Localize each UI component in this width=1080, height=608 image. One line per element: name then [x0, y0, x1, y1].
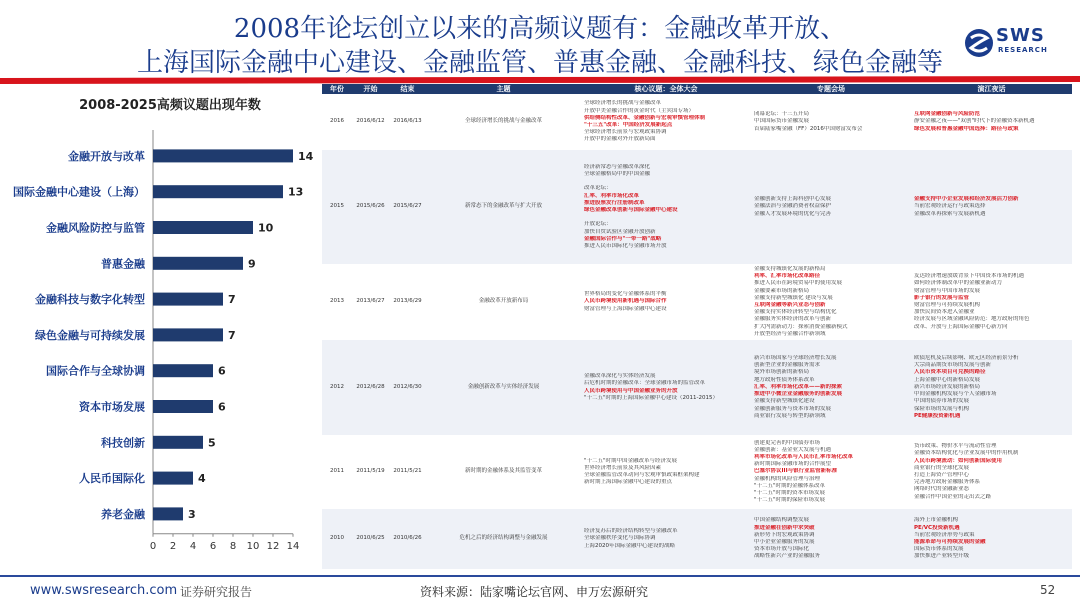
agenda-item: 金融支持新型城镇化 建设与发展 [754, 294, 833, 301]
agenda-item: 静安金融之夜——"双创"时代下的金融资本新机遇 [914, 118, 1035, 125]
agenda-item: 加快推进产业转型升级 [914, 553, 970, 560]
data-label: 5 [208, 436, 216, 450]
night-talk-cell [911, 509, 1072, 569]
agenda-item: 商业银行发展与转型的新领域 [754, 412, 826, 419]
agenda-item: "十二五"时期中国金融改革与经济发展 [584, 457, 678, 464]
bar [153, 257, 243, 270]
page-title-line-1: 2008年论坛创立以来的高频议题有：金融改革开放、 [233, 14, 847, 44]
agenda-item: 战略性新兴产业的金融服务 [754, 553, 821, 560]
night-talk-cell [911, 264, 1072, 340]
year-cell: 2012 [322, 340, 352, 435]
chart-title: 2008-2025高频议题出现年数 [79, 98, 261, 113]
bar [153, 436, 203, 449]
category-label: 绿色金融与可持续发展 [35, 328, 145, 342]
table-header-cell: 年份 [322, 84, 352, 94]
data-label: 3 [188, 507, 196, 521]
agenda-item: 金融创新服务与资本市场的发展 [754, 405, 832, 412]
agenda-item: PE健康投资新机遇 [914, 412, 961, 419]
agenda-item: PE/VC投资新机遇 [914, 524, 960, 531]
agenda-item: 中国的债券市场的发展 [914, 398, 970, 405]
plenary-cell [581, 340, 751, 435]
category-label: 国际金融中心建设（上海） [13, 185, 145, 199]
agenda-item: 加快民间资本进入金融业 [914, 309, 975, 316]
agenda-item: 利率、汇率市场化改革路径 [754, 273, 821, 280]
agenda-item: 人民币跨境使用与中国金融业务的开放 [584, 387, 678, 394]
bar [153, 149, 293, 162]
agenda-item [584, 178, 748, 185]
agenda-item: 海外上市金融机构 [914, 517, 959, 524]
table-header-cell: 结束 [389, 84, 426, 94]
x-tick-label: 14 [286, 540, 300, 552]
agenda-item: 金融国际合作与"一带一路"战略 [584, 235, 662, 242]
data-label: 7 [228, 328, 236, 342]
table-header-cell: 主题 [426, 84, 581, 94]
x-tick-label: 4 [189, 540, 197, 552]
agenda-item: 上海金融中心的新格局发展 [914, 376, 981, 383]
night-talk-cell [911, 340, 1072, 435]
header-divider [0, 76, 1080, 84]
start-date-cell: 2016/6/12 [352, 94, 389, 150]
start-date-cell: 2015/6/26 [352, 150, 389, 264]
category-label: 普惠金融 [101, 257, 145, 271]
agenda-item: 推进金融在创新中求突破 [754, 524, 815, 531]
agenda-item: 财富管理与可持续发展机构 [914, 302, 981, 308]
category-label: 国际合作与全球协调 [46, 364, 145, 378]
session-cell [751, 150, 911, 264]
agenda-item: 人民币跨境流动：如何创新国际使用 [914, 457, 1003, 464]
session-cell [751, 509, 911, 569]
agenda-item: 财富管理与上海国际金融中心建设 [584, 305, 667, 312]
theme-cell: 危机之后的经济结构调整与金融发展 [426, 509, 581, 569]
end-date-cell: 2015/6/27 [389, 150, 426, 264]
agenda-item: 金融创新：基金业大发展与机遇 [754, 446, 832, 453]
night-talk-cell [911, 150, 1072, 264]
agenda-item: 友达经济增速放缓背景下中国资本市场的机遇 [914, 273, 1025, 280]
table-body [322, 94, 1072, 569]
x-tick-label: 12 [266, 540, 280, 552]
agenda-item: 利率市场化改革与人民币汇率市场化改革 [754, 453, 854, 460]
agenda-item: 金融改革再探索与发展新机遇 [914, 210, 986, 217]
agenda-item: 境外市场创新的新格局 [754, 369, 810, 376]
agenda-item: 中小企业金融服务的发展 [754, 539, 815, 545]
start-date-cell: 2010/6/25 [352, 509, 389, 569]
plenary-cell [581, 94, 751, 150]
end-date-cell: 2011/5/21 [389, 435, 426, 509]
plenary-cell [581, 264, 751, 340]
category-label: 金融科技与数字化转型 [35, 293, 145, 307]
data-label: 6 [218, 400, 226, 414]
data-label: 13 [288, 185, 304, 199]
start-date-cell: 2011/5/19 [352, 435, 389, 509]
bar [153, 364, 213, 377]
category-label: 科技创新 [101, 436, 145, 450]
end-date-cell: 2016/6/13 [389, 94, 426, 150]
agenda-item: 货币政策、物价水平与流动性管理 [914, 443, 997, 450]
agenda-item: 创建更完善的中国债券市场 [754, 439, 821, 446]
bar [153, 328, 223, 341]
data-label: 14 [298, 149, 314, 163]
agenda-item: 开放型经济与金融合作新领域 [754, 330, 826, 337]
agenda-item: 地方政府性债务体系改革 [754, 376, 815, 383]
agenda-item: 推进股票发行注册制改革 [584, 199, 645, 206]
agenda-item: 绿色发展和普惠金融中国选择：路径与政策 [914, 125, 1019, 132]
agenda-item: 上海2020年国际金融中心建设的战略 [584, 542, 675, 549]
data-label: 9 [248, 257, 256, 271]
agenda-item: 当前宏观经济形势与政策 [914, 531, 975, 538]
agenda-item: 创新型企业的金融服务需求 [754, 362, 821, 369]
theme-cell: 金融改革开放新布局 [426, 264, 581, 340]
agenda-item: 互联网金融等新兴业态与创新 [754, 302, 826, 308]
agenda-item: 中国金融结构调整发展 [754, 517, 810, 524]
agenda-item: 网络时代的金融新业态 [914, 486, 970, 493]
data-label: 10 [258, 221, 274, 235]
agenda-item: 金融支持实体经济转型与结构优化 [754, 309, 837, 316]
agenda-item: 巴塞尔协议III与银行业监管新标准 [754, 468, 838, 475]
night-talk-cell [911, 94, 1072, 150]
agenda-item: 新时期上海国际金融中心建设的重点 [584, 479, 673, 486]
agenda-item: 新形势下的宏观政策协调 [754, 531, 815, 538]
theme-cell: 新时期的金融体系及其监管变革 [426, 435, 581, 509]
agenda-item: "十二五"时期的上海国际金融中心建设（2011-2015） [584, 394, 719, 401]
x-tick-label: 8 [229, 540, 237, 552]
agenda-item: 打造上海资产管理中心 [914, 472, 970, 478]
table-header-cell: 演江夜话 [911, 84, 1072, 94]
x-tick-label: 2 [169, 540, 177, 552]
plenary-cell [581, 435, 751, 509]
table-header-cell: 专题会场 [751, 84, 911, 94]
agenda-item: 互联网金融创新与风险防范 [914, 111, 981, 118]
agenda-item: 经济新常态与金融改革深化 [584, 163, 651, 170]
agenda-item: 人民币资本项目可兑换的路径 [914, 369, 986, 376]
x-tick-label: 10 [246, 540, 260, 552]
agenda-item: 全球金融秩序变化与国际协调 [584, 535, 656, 542]
agenda-item: 推进人民币国际化与金融市场开放 [584, 243, 667, 250]
table-header-row [322, 84, 1072, 94]
forum-agenda-table [322, 84, 1072, 569]
data-label: 6 [218, 364, 226, 378]
agenda-item: 推进人民币在跨境贸易中的使用发展 [754, 280, 843, 287]
agenda-item: 后危机时期的金融改革：全球金融市场的监管改革 [584, 380, 706, 387]
table-row [322, 435, 1072, 509]
x-tick-label: 0 [149, 540, 157, 552]
agenda-item: 经济发展与区域金融风险防范：地方政府的角色 [914, 316, 1030, 323]
bar-chart [0, 88, 320, 574]
agenda-item: 金融资本结构优化与企业发展中的作用机制 [914, 450, 1019, 457]
agenda-item: 加快自贸试验区金融开放创新 [584, 228, 656, 235]
agenda-item: 财富管理与中国市场的发展 [914, 287, 981, 294]
table-row [322, 150, 1072, 264]
agenda-item: 新时期国际金融市场的合作展望 [754, 461, 832, 468]
table-row [322, 340, 1072, 435]
bar [153, 293, 223, 306]
plenary-cell [581, 150, 751, 264]
agenda-item: 人民币跨境使用新机遇与国际合作 [584, 298, 667, 305]
logo-subtext: RESEARCH [998, 46, 1048, 54]
bar [153, 472, 193, 485]
category-label: 金融开放与改革 [68, 149, 145, 163]
agenda-item: 金融服务实体经济的改革与创新 [754, 316, 832, 323]
agenda-item: 中间金融机构发展与个人金融市场 [914, 391, 997, 398]
agenda-item: 如何经济体制改革中的金融业新动力 [914, 280, 1003, 287]
agenda-item: 全球金融格局中的中国金融 [584, 170, 651, 177]
agenda-item: 影子银行的发展与监管 [914, 294, 970, 301]
agenda-item: 全球经济增长前景与宏观政策协调 [584, 129, 667, 136]
session-cell [751, 94, 911, 150]
agenda-item: 供给侧结构性改革、金融创新与宏观审慎管理体制 [584, 114, 706, 121]
agenda-item: "十二五"时期的资本市场发展 [754, 490, 826, 496]
agenda-item: 金融合作中国企业的走出去之路 [914, 493, 992, 500]
agenda-item: 绿色金融改革创新与国际金融中心建设 [584, 207, 678, 213]
agenda-item: 金融人才发展环境的优化与完善 [754, 210, 832, 217]
agenda-item: 汇率、利率市场化改革 [584, 192, 640, 199]
night-talk-cell [911, 435, 1072, 509]
agenda-item: 金融要素市场的新格局 [754, 287, 810, 294]
start-date-cell: 2013/6/27 [352, 264, 389, 340]
x-tick-label: 6 [209, 540, 217, 552]
agenda-item: 扩大内需新动力：探索消费金融新模式 [754, 323, 848, 330]
agenda-item: "十二五"时期的保险市场发展 [754, 497, 826, 504]
table-row [322, 264, 1072, 340]
agenda-item: 世界经济增长前景及其风险因素 [584, 464, 662, 471]
agenda-item: 当前宏观经济运行与政策选择 [914, 203, 986, 210]
agenda-item: 金融法治与金融消费者权益保护 [754, 203, 832, 210]
agenda-item: 金融支持中小企业发展和经济发展活力创新 [914, 196, 1019, 203]
agenda-item: 全球金融监管改革动向与宏观审慎政策框架构建 [584, 472, 700, 478]
table-header-cell: 开始 [352, 84, 389, 94]
agenda-item [584, 214, 748, 221]
agenda-item: 推进中小微企业金融服务的创新发展 [754, 391, 843, 398]
end-date-cell: 2010/6/26 [389, 509, 426, 569]
session-cell [751, 264, 911, 340]
agenda-item: 新兴市场国家与全球经济增长发展 [754, 355, 837, 362]
agenda-item: 开放论坛： [584, 221, 612, 228]
session-cell [751, 340, 911, 435]
category-label: 资本市场发展 [79, 400, 145, 414]
agenda-item: 金融支持新型城镇化建设 [754, 398, 815, 405]
agenda-item: 中国国际货币金融发展 [754, 118, 810, 125]
agenda-item: 新兴市场经济发展的新格局 [914, 383, 981, 390]
theme-cell: 金融创新改革与实体经济发展 [426, 340, 581, 435]
agenda-item: 大宗商品期货市场的发展与创新 [914, 362, 992, 369]
bar [153, 221, 253, 234]
bar [153, 507, 183, 520]
year-cell: 2010 [322, 509, 352, 569]
category-label: 金融风险防控与监管 [46, 221, 145, 235]
footer-website-link[interactable]: www.swsresearch.com [30, 583, 178, 598]
page-title-line-2: 上海国际金融中心建设、金融监管、普惠金融、金融科技、绿色金融等 [136, 48, 943, 78]
agenda-item: 经济复苏后的经济结构转型与金融改革 [584, 528, 678, 535]
data-label: 4 [198, 472, 206, 486]
table-row [322, 94, 1072, 150]
theme-cell: 全球经济增长的挑战与金融改革 [426, 94, 581, 150]
agenda-item: 开放中的金融对外开放新局面 [584, 136, 656, 143]
agenda-item: 完善地方政府金融服务体系 [914, 479, 981, 486]
start-date-cell: 2012/6/28 [352, 340, 389, 435]
table-row [322, 509, 1072, 569]
logo-text: SWS [996, 25, 1045, 46]
bar [153, 185, 283, 198]
agenda-item: 资本市场开放与国际化 [754, 546, 810, 553]
agenda-item: 金融支持城镇化发展的新格局 [754, 265, 826, 272]
page-number: 52 [1040, 583, 1056, 597]
agenda-item: 全球经济增长的挑战与金融改革 [584, 100, 662, 107]
agenda-item: 金融创新支持上海科创中心发展 [754, 196, 832, 203]
theme-cell: 新常态下的金融改革与扩大开放 [426, 150, 581, 264]
year-cell: 2013 [322, 264, 352, 340]
footer-divider [0, 575, 1080, 577]
year-cell: 2015 [322, 150, 352, 264]
agenda-item: "十二五"时期的金融体系改革 [754, 482, 826, 489]
agenda-item: 商业银行的全球化发展 [914, 464, 970, 471]
category-label: 养老金融 [101, 507, 145, 521]
agenda-item: 欧债危机及后续影响、欧元区经济前景分析 [914, 355, 1019, 362]
agenda-item: 保险市场的发展与机构 [914, 405, 970, 412]
bar [153, 400, 213, 413]
agenda-item: 首届陆家嘴金融（FF）2016中国财富发布会 [754, 125, 863, 132]
footer-source: 资料来源：陆家嘴论坛官网、申万宏源研究 [420, 585, 649, 599]
data-label: 7 [228, 293, 236, 307]
end-date-cell: 2012/6/30 [389, 340, 426, 435]
agenda-item: 改革论坛： [584, 185, 612, 192]
agenda-item: "十三五"改革：中国经济发展新起点 [584, 122, 673, 128]
end-date-cell: 2013/6/29 [389, 264, 426, 340]
agenda-item: 闭幕论坛：十三五开局 [754, 111, 810, 118]
table-header-cell: 核心议题：全体大会 [581, 84, 751, 94]
year-cell: 2011 [322, 435, 352, 509]
agenda-item: 开放中美金融合作的黄金时代（主宾国专场） [584, 107, 695, 114]
agenda-item: 金融改革深化与实体经济发展 [584, 373, 656, 380]
agenda-item: 金融机构的风险管理与治理 [754, 475, 821, 482]
agenda-item: 汇率、利率市场化改革——新的探索 [754, 383, 843, 390]
agenda-item: 能源革命与可持续发展的金融 [914, 539, 986, 545]
agenda-item: 世界格局的变化与金融体系的平衡 [584, 291, 667, 298]
category-label: 人民币国际化 [79, 472, 145, 486]
footer-report-label: 证券研究报告 [180, 585, 253, 599]
plenary-cell [581, 509, 751, 569]
session-cell [751, 435, 911, 509]
agenda-item: 改革、开放与上海国际金融中心新方向 [914, 323, 1008, 330]
year-cell: 2016 [322, 94, 352, 150]
agenda-item: 国际货币体系的发展 [914, 546, 964, 553]
